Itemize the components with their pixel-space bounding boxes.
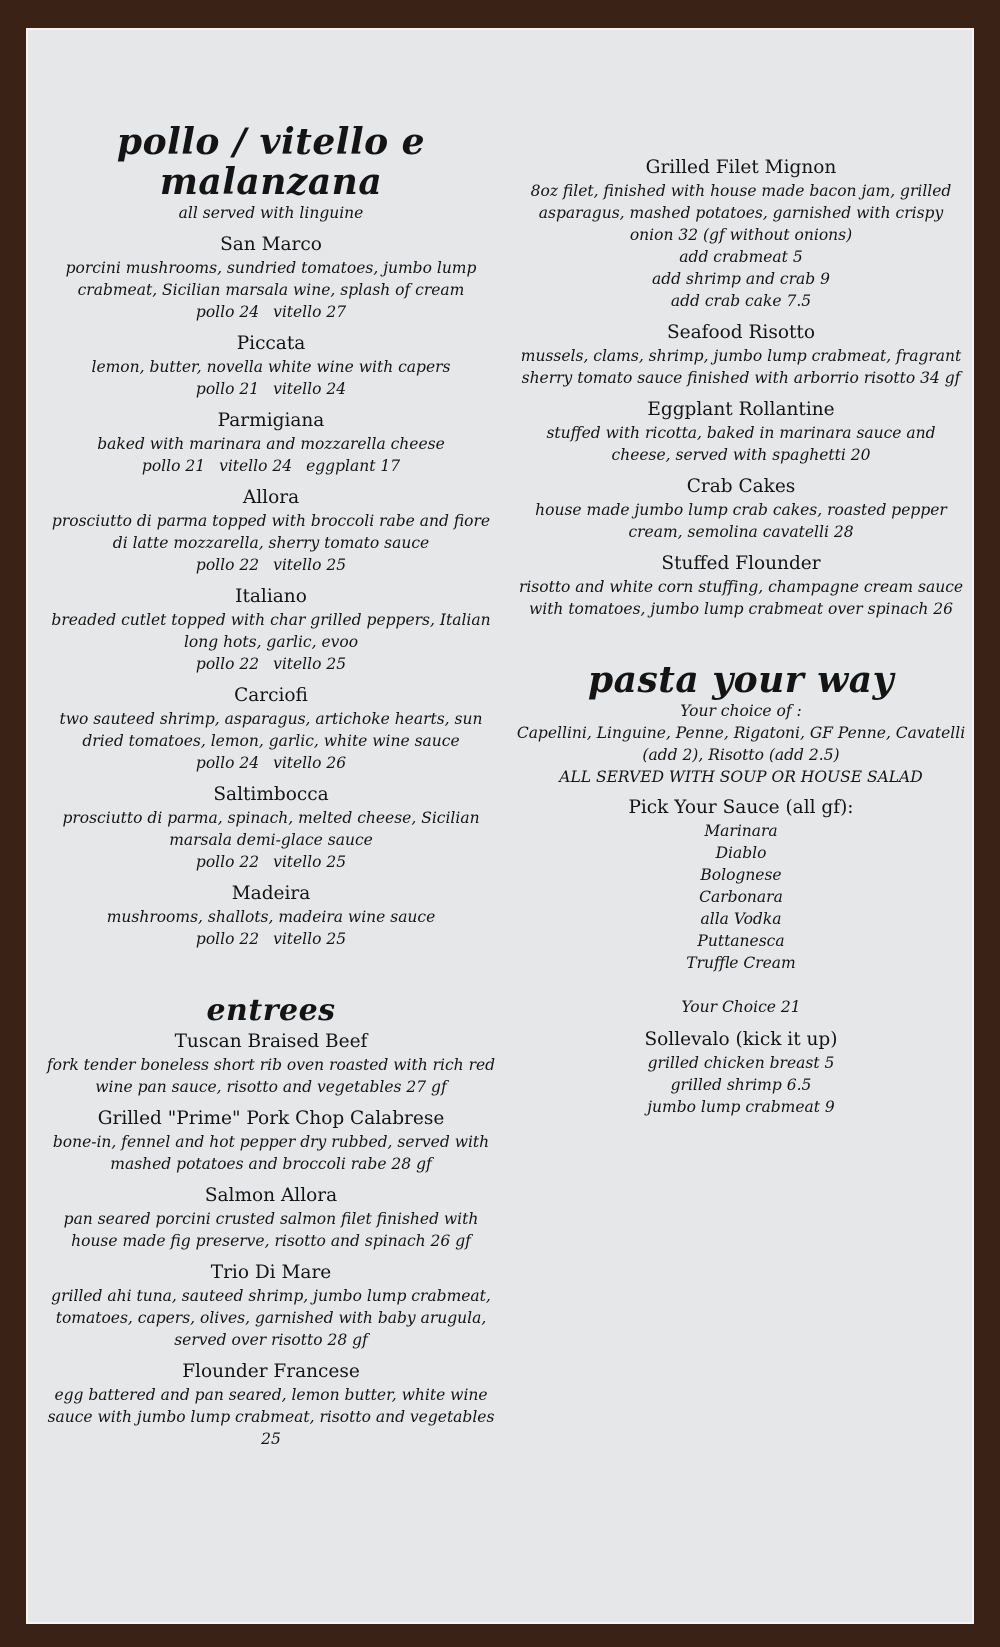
pasta-price: Your Choice 21	[681, 998, 801, 1016]
item-name: Parmigiana	[217, 410, 325, 431]
item-prices	[46, 851, 496, 873]
item-name: San Marco	[220, 234, 322, 255]
sauce-item: Bolognese	[700, 866, 782, 884]
item-name: Flounder Francese	[182, 1361, 360, 1382]
item-name: Trio Di Mare	[210, 1262, 332, 1283]
addon-line: add shrimp and crab 9	[652, 270, 830, 288]
item-prices	[46, 928, 496, 950]
menu-item	[46, 1261, 496, 1351]
item-name: Italiano	[235, 586, 307, 607]
price: vitello 25	[273, 930, 347, 948]
menu-item	[516, 398, 966, 466]
item-description: pan seared porcini crusted salmon filet finished with house made fig preserve, risotto and spinach 26 gf	[63, 1210, 479, 1250]
menu-page	[28, 30, 972, 1622]
price: vitello 27	[273, 303, 347, 321]
price: vitello 25	[273, 853, 347, 871]
price: pollo 22	[195, 853, 260, 871]
item-description: bone-in, fennel and hot pepper dry rubbed, served with mashed potatoes and broccoli rabe 28 gf	[52, 1133, 490, 1173]
price: vitello 26	[273, 754, 347, 772]
item-name: Carciofi	[234, 685, 308, 706]
price: vitello 24	[219, 457, 293, 475]
item-name: Piccata	[236, 333, 306, 354]
menu-item	[46, 409, 496, 477]
menu-item	[46, 783, 496, 873]
item-name: Eggplant Rollantine	[647, 399, 835, 420]
item-description: mushrooms, shallots, madeira wine sauce	[106, 908, 436, 926]
sauce-item: Diablo	[715, 844, 767, 862]
price: pollo 24	[195, 754, 260, 772]
pasta-section-title: pasta your way	[587, 659, 895, 701]
item-description: lemon, butter, novella white wine with capers	[91, 358, 451, 376]
item-name: Saltimbocca	[213, 784, 329, 805]
menu-item	[516, 475, 966, 543]
price: eggplant 17	[306, 457, 401, 475]
menu-item	[46, 882, 496, 950]
item-description: prosciutto di parma, spinach, melted cheese, Sicilian marsala demi-glace sauce	[62, 809, 480, 849]
item-name: Grilled "Prime" Pork Chop Calabrese	[97, 1108, 445, 1129]
item-name: Tuscan Braised Beef	[174, 1031, 368, 1052]
price: pollo 22	[195, 556, 260, 574]
item-name: Crab Cakes	[686, 476, 796, 497]
price: pollo 22	[195, 930, 260, 948]
price: vitello 25	[273, 556, 347, 574]
item-description: grilled ahi tuna, sauteed shrimp, jumbo lump crabmeat, tomatoes, capers, olives, garnished with baby arugula, served over risotto 28 gf	[51, 1287, 491, 1349]
menu-item	[46, 684, 496, 774]
item-description: stuffed with ricotta, baked in marinara sauce and cheese, served with spaghetti 20	[546, 424, 936, 464]
item-name: Grilled Filet Mignon	[645, 157, 837, 178]
sauce-heading: Pick Your Sauce (all gf):	[628, 797, 854, 818]
item-prices	[46, 752, 496, 774]
menu-item	[46, 1360, 496, 1450]
sollevalo-list	[516, 1052, 966, 1118]
sauce-item: Truffle Cream	[686, 954, 796, 972]
pollo-section-subtitle: all served with linguine	[178, 204, 364, 222]
sollevalo-heading: Sollevalo (kick it up)	[644, 1029, 838, 1050]
price: vitello 24	[273, 380, 347, 398]
item-prices	[46, 653, 496, 675]
menu-item	[46, 486, 496, 576]
item-prices	[46, 378, 496, 400]
right-column	[516, 30, 966, 1118]
sauce-list	[516, 820, 966, 974]
pasta-choices: Capellini, Linguine, Penne, Rigatoni, GF Penne, Cavatelli (add 2), Risotto (add 2.5)	[516, 724, 966, 764]
menu-item	[46, 332, 496, 400]
item-name: Seafood Risotto	[667, 322, 815, 343]
item-name: Stuffed Flounder	[661, 553, 821, 574]
item-description: baked with marinara and mozzarella cheese	[97, 435, 445, 453]
menu-item	[516, 321, 966, 389]
sauce-item: alla Vodka	[700, 910, 782, 928]
sollevalo-item: jumbo lump crabmeat 9	[647, 1098, 835, 1116]
item-prices	[46, 455, 496, 477]
item-description: 8oz filet, finished with house made bacon jam, grilled asparagus, mashed potatoes, garnished with crispy onion 32 (gf without onions)	[530, 182, 952, 244]
item-prices	[46, 301, 496, 323]
menu-item	[46, 585, 496, 675]
price: vitello 25	[273, 655, 347, 673]
menu-item	[46, 1030, 496, 1098]
item-description: mussels, clams, shrimp, jumbo lump crabmeat, fragrant sherry tomato sauce finished with arborrio risotto 34 gf	[520, 347, 962, 387]
sollevalo-item: grilled shrimp 6.5	[670, 1076, 812, 1094]
addon-line: add crab cake 7.5	[670, 292, 812, 310]
sauce-item: Marinara	[704, 822, 778, 840]
item-description: breaded cutlet topped with char grilled peppers, Italian long hots, garlic, evoo	[51, 611, 491, 651]
item-description: egg battered and pan seared, lemon butter, white wine sauce with jumbo lump crabmeat, risotto and vegetables 25	[47, 1386, 495, 1448]
price: pollo 22	[195, 655, 260, 673]
pasta-served-with: ALL SERVED WITH SOUP OR HOUSE SALAD	[559, 768, 923, 786]
item-prices	[46, 554, 496, 576]
sauce-item: Carbonara	[699, 888, 783, 906]
menu-item-filet-mignon	[516, 156, 966, 312]
pasta-choice-label: Your choice of :	[680, 702, 802, 720]
item-description: porcini mushrooms, sundried tomatoes, jumbo lump crabmeat, Sicilian marsala wine, splash of cream	[65, 259, 477, 299]
item-description: prosciutto di parma topped with broccoli rabe and fiore di latte mozzarella, sherry tomato sauce	[51, 512, 491, 552]
item-description: two sauteed shrimp, asparagus, artichoke hearts, sun dried tomatoes, lemon, garlic, white wine sauce	[59, 710, 483, 750]
left-column	[46, 30, 496, 1450]
price: pollo 21	[195, 380, 260, 398]
item-description: house made jumbo lump crab cakes, roasted pepper cream, semolina cavatelli 28	[535, 501, 947, 541]
item-name: Allora	[242, 487, 300, 508]
pollo-item-list	[46, 233, 496, 950]
item-name: Madeira	[231, 883, 311, 904]
item-description: risotto and white corn stuffing, champagne cream sauce with tomatoes, jumbo lump crabmeat over spinach 26	[518, 578, 964, 618]
price: pollo 21	[141, 457, 206, 475]
sauce-item: Puttanesca	[697, 932, 785, 950]
right-entree-list	[516, 321, 966, 620]
item-description: fork tender boneless short rib oven roasted with rich red wine pan sauce, risotto and vegetables 27 gf	[46, 1056, 496, 1096]
item-name: Salmon Allora	[204, 1185, 338, 1206]
menu-item	[46, 1184, 496, 1252]
entree-item-list	[46, 1030, 496, 1450]
price: pollo 24	[195, 303, 260, 321]
sollevalo-item: grilled chicken breast 5	[647, 1054, 835, 1072]
entrees-section-title: entrees	[206, 993, 336, 1028]
menu-item	[46, 233, 496, 323]
addon-line: add crabmeat 5	[679, 248, 803, 266]
menu-item	[46, 1107, 496, 1175]
pollo-section-title: pollo / vitello e malanzana	[116, 121, 426, 203]
menu-item	[516, 552, 966, 620]
